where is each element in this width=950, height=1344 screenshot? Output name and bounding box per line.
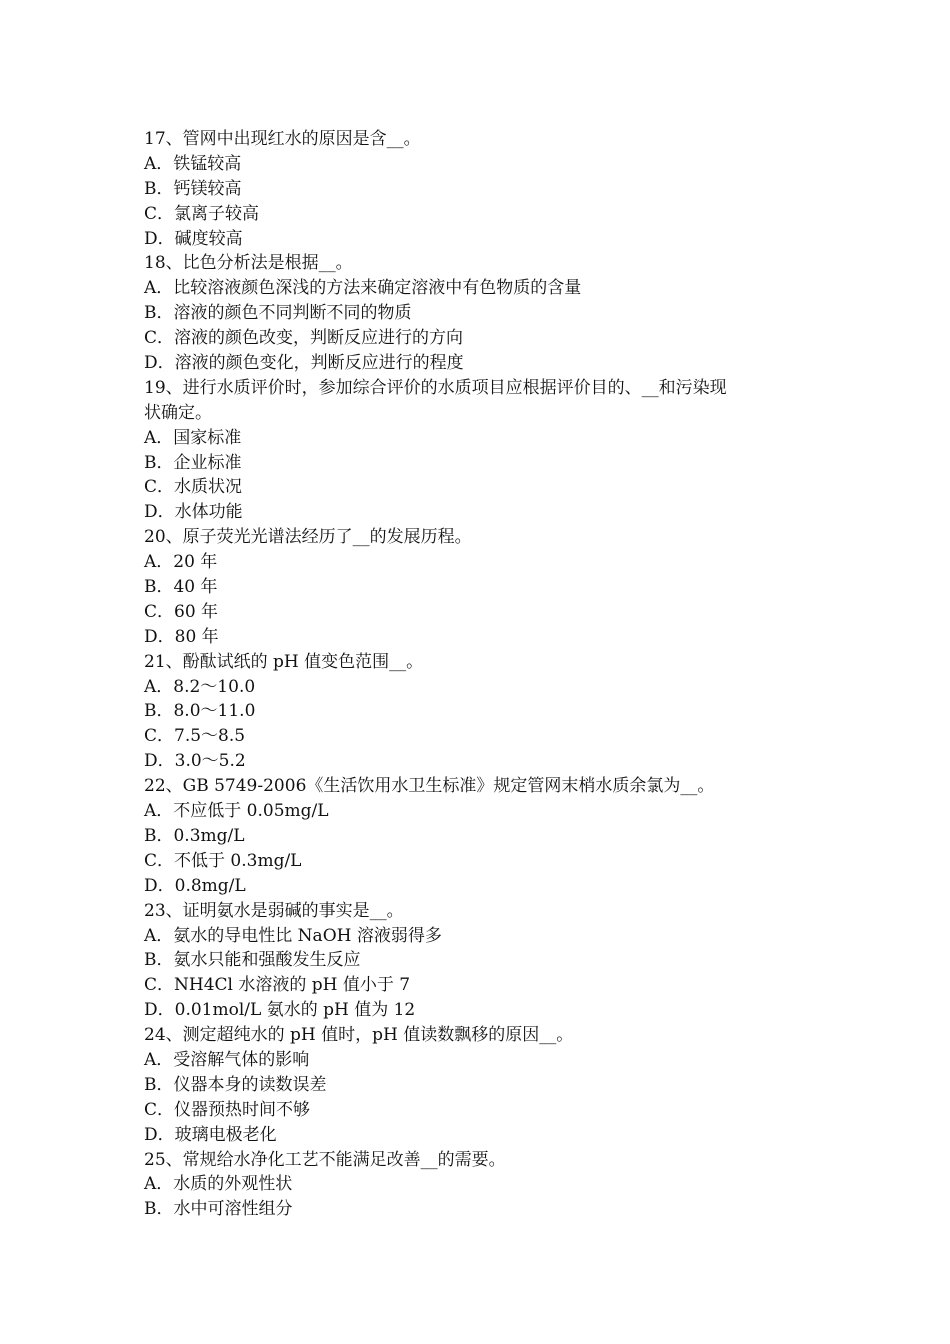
question-19-stem-line1: 19、进行水质评价时，参加综合评价的水质项目应根据评价目的、__和污染现 [144, 377, 727, 398]
question-20-stem: 20、原子荧光光谱法经历了__的发展历程。 [144, 527, 472, 548]
question-21-option-b: B．8.0～11.0 [144, 701, 256, 722]
question-20-option-d: D．80 年 [144, 626, 219, 647]
question-list [144, 127, 824, 1222]
question-23-option-d: D．0.01mol/L 氨水的 pH 值为 12 [144, 1000, 416, 1021]
question-19-option-d: D．水体功能 [144, 502, 243, 523]
question-23-option-a: A．氨水的导电性比 NaOH 溶液弱得多 [144, 925, 442, 946]
question-25-option-a: A．水质的外观性状 [144, 1174, 293, 1195]
question-19-stem-line2: 状确定。 [144, 402, 212, 423]
question-22-option-c: C．不低于 0.3mg/L [144, 850, 302, 871]
question-22-option-b: B．0.3mg/L [144, 825, 245, 846]
question-21-option-d: D．3.0～5.2 [144, 751, 246, 772]
question-24-option-d: D．玻璃电极老化 [144, 1124, 277, 1145]
question-19-option-b: B．企业标准 [144, 452, 242, 473]
question-25-stem: 25、常规给水净化工艺不能满足改善__的需要。 [144, 1149, 506, 1170]
question-18-option-d: D．溶液的颜色变化，判断反应进行的程度 [144, 353, 464, 374]
question-22-option-d: D．0.8mg/L [144, 875, 246, 896]
question-22-stem: 22、GB 5749-2006《生活饮用水卫生标准》规定管网末梢水质余氯为__。 [144, 776, 715, 797]
question-23-stem: 23、证明氨水是弱碱的事实是__。 [144, 900, 404, 921]
question-19-option-c: C．水质状况 [144, 477, 243, 498]
question-23-option-b: B．氨水只能和强酸发生反应 [144, 950, 361, 971]
question-24-option-c: C．仪器预热时间不够 [144, 1099, 311, 1120]
question-17-option-c: C．氯离子较高 [144, 203, 260, 224]
question-20-option-a: A．20 年 [144, 552, 218, 573]
question-24-option-a: A．受溶解气体的影响 [144, 1049, 310, 1070]
question-18-option-a: A．比较溶液颜色深浅的方法来确定溶液中有色物质的含量 [144, 278, 582, 299]
question-21-option-c: C．7.5～8.5 [144, 726, 246, 747]
question-17-option-a: A．铁锰较高 [144, 153, 242, 174]
question-21-option-a: A．8.2～10.0 [144, 676, 256, 697]
question-24-stem: 24、测定超纯水的 pH 值时，pH 值读数飘移的原因__。 [144, 1025, 574, 1046]
question-25-option-b: B．水中可溶性组分 [144, 1199, 293, 1220]
question-24-option-b: B．仪器本身的读数误差 [144, 1074, 327, 1095]
question-20-option-b: B．40 年 [144, 577, 218, 598]
question-20-option-c: C．60 年 [144, 601, 219, 622]
question-17-option-b: B．钙镁较高 [144, 178, 242, 199]
question-22-option-a: A．不应低于 0.05mg/L [144, 801, 329, 822]
question-19-option-a: A．国家标准 [144, 427, 242, 448]
question-18-option-c: C．溶液的颜色改变，判断反应进行的方向 [144, 328, 464, 349]
question-18-stem: 18、比色分析法是根据__。 [144, 253, 353, 274]
question-23-option-c: C．NH4Cl 水溶液的 pH 值小于 7 [144, 975, 411, 996]
question-17-stem: 17、管网中出现红水的原因是含__。 [144, 129, 421, 149]
question-17-option-d: D．碱度较高 [144, 228, 243, 249]
question-18-option-b: B．溶液的颜色不同判断不同的物质 [144, 303, 412, 324]
question-21-stem: 21、酚酞试纸的 pH 值变色范围__。 [144, 651, 424, 672]
